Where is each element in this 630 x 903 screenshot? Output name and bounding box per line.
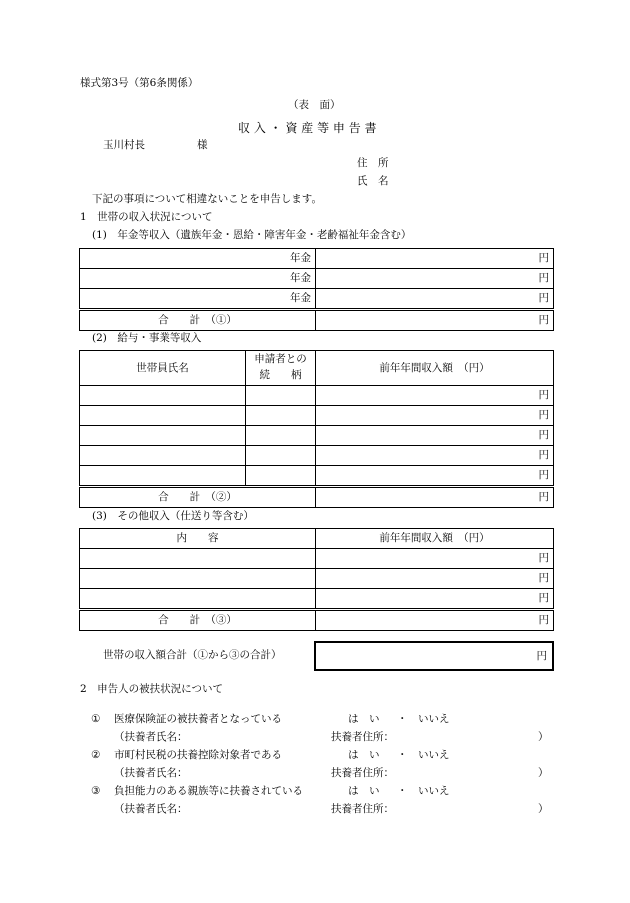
relation-cell[interactable] [246,426,316,446]
col-relation [246,351,316,386]
pension-amount[interactable] [316,289,554,310]
income-cell[interactable] [316,466,554,487]
option-no[interactable]: いいえ [418,713,450,725]
table-row [80,289,554,310]
side-label: （表 面） [288,99,341,111]
honorific: 様 [197,139,208,151]
table-row [80,426,554,446]
col-relation-line1: 申請者との [254,353,307,366]
item-text: 市町村民税の扶養控除対象者である [114,749,282,761]
pension-label: 年金 [80,269,316,289]
col-annual-income: 前年年間収入額 （円） [316,351,554,386]
table-row [80,589,554,610]
other-income-table [79,528,554,631]
yen-unit: 円 [538,252,549,265]
close-paren: ） [538,767,549,779]
salary-total-amount[interactable] [316,487,554,508]
option-yes[interactable]: は い [348,785,380,797]
pension-label: 年金 [80,289,316,310]
yen-unit: 円 [538,469,549,482]
other-total-label: 合 計 （③） [80,610,316,631]
member-name-cell[interactable] [80,406,246,426]
col-relation-line2: 続 柄 [259,369,302,381]
dependent-address-label: 扶養者住所： [331,803,394,815]
pension-total-label: 合 計 （①） [80,310,316,331]
yen-unit: 円 [538,272,549,285]
dependent-address-label: 扶養者住所： [331,731,394,743]
income-cell[interactable] [316,426,554,446]
table-header [80,529,554,549]
member-name-cell[interactable] [80,426,246,446]
section1-heading: 1 世帯の収入状況について [80,211,213,223]
dependent-name-label: （扶養者氏名： [114,731,188,743]
table-row [80,446,554,466]
yen-unit: 円 [538,389,549,402]
income-cell[interactable] [316,406,554,426]
relation-cell[interactable] [246,386,316,406]
item-text: 医療保険証の被扶養者となっている [114,713,282,725]
dependent-name-label: （扶養者氏名： [114,803,188,815]
yen-unit: 円 [538,614,549,627]
option-separator: ・ [397,785,408,797]
option-yes[interactable]: は い [348,749,380,761]
content-cell[interactable] [80,549,316,569]
item-number: ② [91,749,101,761]
income-cell[interactable] [316,446,554,466]
item-number: ① [91,713,101,725]
salary-total-label: 合 計 （②） [80,487,316,508]
option-no[interactable]: いいえ [418,785,450,797]
yen-unit: 円 [538,491,549,504]
close-paren: ） [538,803,549,815]
income-cell[interactable] [316,386,554,406]
close-paren: ） [538,731,549,743]
yen-unit: 円 [538,314,549,327]
dependent-address-label: 扶養者住所： [331,767,394,779]
table-row [80,406,554,426]
table-row [80,569,554,589]
table-header [80,351,554,386]
member-name-cell[interactable] [80,446,246,466]
option-no[interactable]: いいえ [418,749,450,761]
option-separator: ・ [397,713,408,725]
pension-total-amount[interactable] [316,310,554,331]
table-row-total [80,487,554,508]
yen-unit: 円 [538,552,549,565]
yen-unit: 円 [536,650,547,662]
pension-amount[interactable] [316,269,554,289]
table-row [80,386,554,406]
addressee: 玉川村長 [103,139,145,151]
table-row [80,269,554,289]
table-row-total [80,610,554,631]
item-number: ③ [91,785,101,797]
member-name-cell[interactable] [80,466,246,487]
income-cell[interactable] [316,569,554,589]
salary-table [79,350,554,508]
page-title: 収 入 ・ 資 産 等 申 告 書 [238,121,377,135]
grand-total-box[interactable] [314,641,554,671]
other-total-amount[interactable] [316,610,554,631]
yen-unit: 円 [538,292,549,305]
col-member-name: 世帯員氏名 [80,351,246,386]
pension-amount[interactable] [316,249,554,269]
pension-table [79,248,554,331]
salary-heading: (2) 給与・事業等収入 [92,332,202,344]
other-heading: (3) その他収入（仕送り等含む） [92,510,254,522]
table-row [80,549,554,569]
income-cell[interactable] [316,549,554,569]
content-cell[interactable] [80,569,316,589]
yen-unit: 円 [538,429,549,442]
yen-unit: 円 [538,449,549,462]
option-separator: ・ [397,749,408,761]
content-cell[interactable] [80,589,316,610]
relation-cell[interactable] [246,406,316,426]
table-row [80,466,554,487]
option-yes[interactable]: は い [348,713,380,725]
pension-label: 年金 [80,249,316,269]
grand-total-label: 世帯の収入額合計（①から③の合計） [103,649,282,661]
member-name-cell[interactable] [80,386,246,406]
yen-unit: 円 [538,592,549,605]
relation-cell[interactable] [246,446,316,466]
dependent-name-label: （扶養者氏名： [114,767,188,779]
table-row [80,249,554,269]
form-number: 様式第3号（第6条関係） [80,77,199,89]
section2-heading: 2 申告人の被扶状況について [80,683,223,695]
relation-cell[interactable] [246,466,316,487]
declaration: 下記の事項について相違ないことを申告します。 [92,193,322,205]
pension-heading: (1) 年金等収入（遺族年金・恩給・障害年金・老齢福祉年金含む） [92,229,412,241]
item-text: 負担能力のある親族等に扶養されている [114,785,303,797]
name-label: 氏 名 [357,175,389,187]
yen-unit: 円 [538,572,549,585]
address-label: 住 所 [357,157,389,169]
income-cell[interactable] [316,589,554,610]
col-content: 内 容 [80,529,316,549]
yen-unit: 円 [538,409,549,422]
col-annual-income: 前年年間収入額 （円） [316,529,554,549]
table-row-total [80,310,554,331]
